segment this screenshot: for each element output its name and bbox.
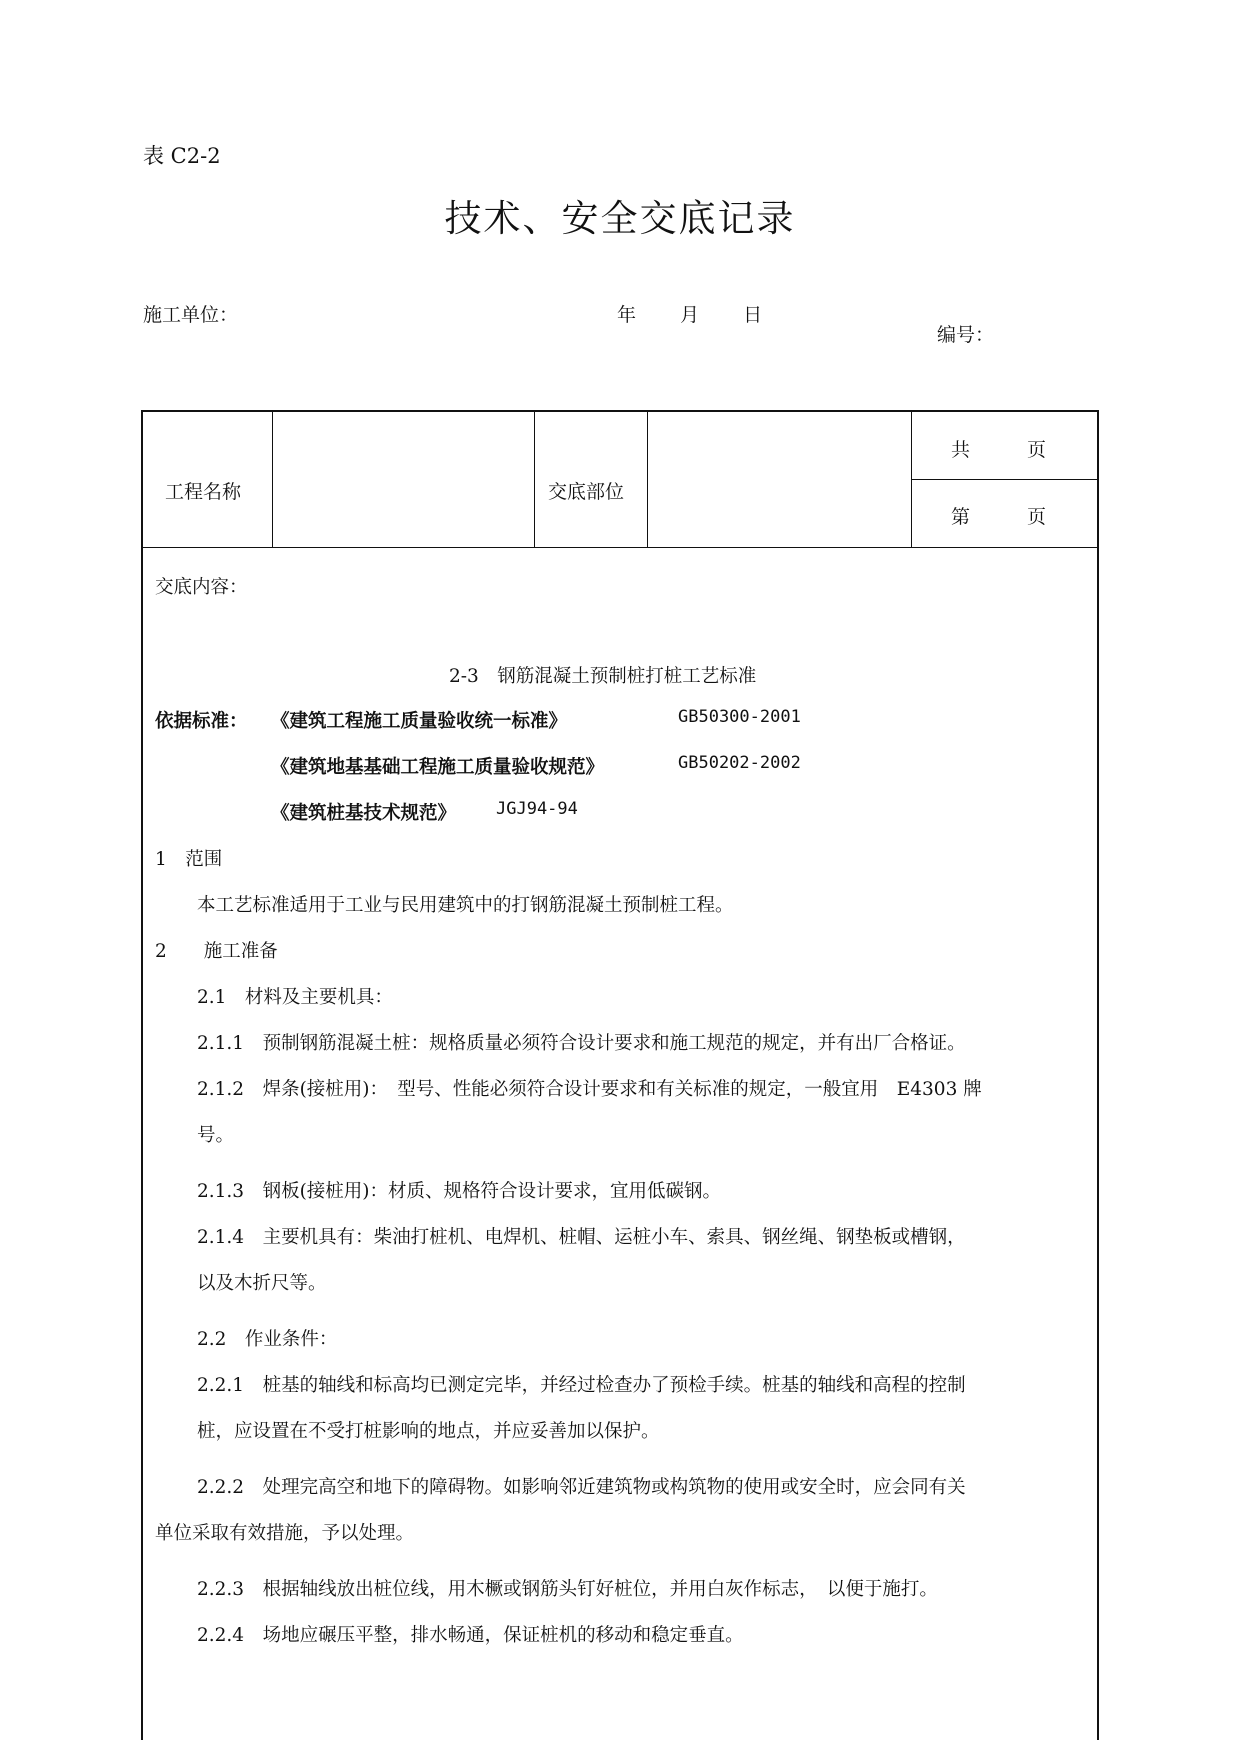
date-label bbox=[617, 300, 800, 327]
standard-code: GB50300-2001 bbox=[678, 707, 801, 727]
handover-part-label: 交底部位 bbox=[548, 481, 625, 503]
paragraph: 2.2 作业条件： bbox=[197, 1329, 338, 1350]
divider bbox=[534, 412, 535, 547]
standard-code: JGJ94-94 bbox=[496, 799, 578, 819]
paragraph: 2.1.1 预制钢筋混凝土桩：规格质量必须符合设计要求和施工规范的规定，并有出厂合格证。 bbox=[197, 1033, 966, 1054]
content-intro-label: 交底内容： bbox=[155, 577, 248, 598]
paragraph: 单位采取有效措施，予以处理。 bbox=[155, 1523, 415, 1544]
paragraph: 2.2.1 桩基的轴线和标高均已测定完毕，并经过检查办了预检手续。桩基的轴线和高程的控制 bbox=[197, 1375, 966, 1396]
page-title: 技术、安全交底记录 bbox=[444, 197, 796, 240]
standards-prefix: 依据标准： bbox=[155, 711, 248, 732]
form-code: 表 C2-2 bbox=[143, 144, 221, 168]
divider bbox=[272, 412, 273, 547]
paragraph: 号。 bbox=[197, 1125, 235, 1146]
paragraph: 2.2.3 根据轴线放出桩位线，用木橛或钢筋头钉好桩位，并用白灰作标志， 以便于施打。 bbox=[197, 1579, 938, 1600]
standard-code: GB50202-2002 bbox=[678, 753, 801, 773]
paragraph: 1 范围 bbox=[155, 849, 223, 870]
standard-name: 《建筑地基基础工程施工质量验收规范》 bbox=[271, 757, 605, 778]
paragraph: 2.2.2 处理完高空和地下的障碍物。如影响邻近建筑物或构筑物的使用或安全时，应会同有关 bbox=[197, 1477, 966, 1498]
section-title: 2-3 钢筋混凝土预制桩打桩工艺标准 bbox=[449, 666, 757, 687]
paragraph: 2.1 材料及主要机具： bbox=[197, 987, 393, 1008]
paragraph: 桩，应设置在不受打桩影响的地点，并应妥善加以保护。 bbox=[197, 1421, 660, 1442]
divider bbox=[143, 547, 1099, 548]
paragraph: 2 施工准备 bbox=[155, 941, 278, 962]
project-name-field[interactable] bbox=[283, 464, 528, 496]
paragraph: 以及木折尺等。 bbox=[197, 1273, 327, 1294]
divider bbox=[647, 412, 648, 547]
paragraph: 2.1.4 主要机具有：柴油打桩机、电焊机、桩帽、运桩小车、索具、钢丝绳、钢垫板或槽钢， bbox=[197, 1227, 966, 1248]
handover-part-field[interactable] bbox=[658, 464, 903, 496]
page-number-label: 第 页 bbox=[951, 506, 1047, 528]
paragraph: 本工艺标准适用于工业与民用建筑中的打钢筋混凝土预制桩工程。 bbox=[197, 895, 734, 916]
divider bbox=[911, 479, 1099, 480]
total-pages-label: 共 页 bbox=[951, 439, 1047, 461]
year-label: 年 bbox=[617, 304, 637, 326]
month-label: 月 bbox=[680, 304, 700, 326]
serial-number-label: 编号： bbox=[937, 324, 995, 346]
record-table bbox=[141, 410, 1099, 1740]
construction-unit-label: 施工单位： bbox=[143, 304, 239, 326]
standard-name: 《建筑工程施工质量验收统一标准》 bbox=[271, 711, 568, 732]
project-name-label: 工程名称 bbox=[165, 481, 242, 503]
paragraph: 2.1.3 钢板(接桩用)：材质、规格符合设计要求，宜用低碳钢。 bbox=[197, 1181, 722, 1202]
day-label: 日 bbox=[743, 304, 763, 326]
standard-name: 《建筑桩基技术规范》 bbox=[271, 803, 457, 824]
paragraph: 2.2.4 场地应碾压平整，排水畅通，保证桩机的移动和稳定垂直。 bbox=[197, 1625, 744, 1646]
paragraph: 2.1.2 焊条(接桩用)： 型号、性能必须符合设计要求和有关标准的规定，一般宜用 E4303 牌 bbox=[197, 1079, 982, 1100]
